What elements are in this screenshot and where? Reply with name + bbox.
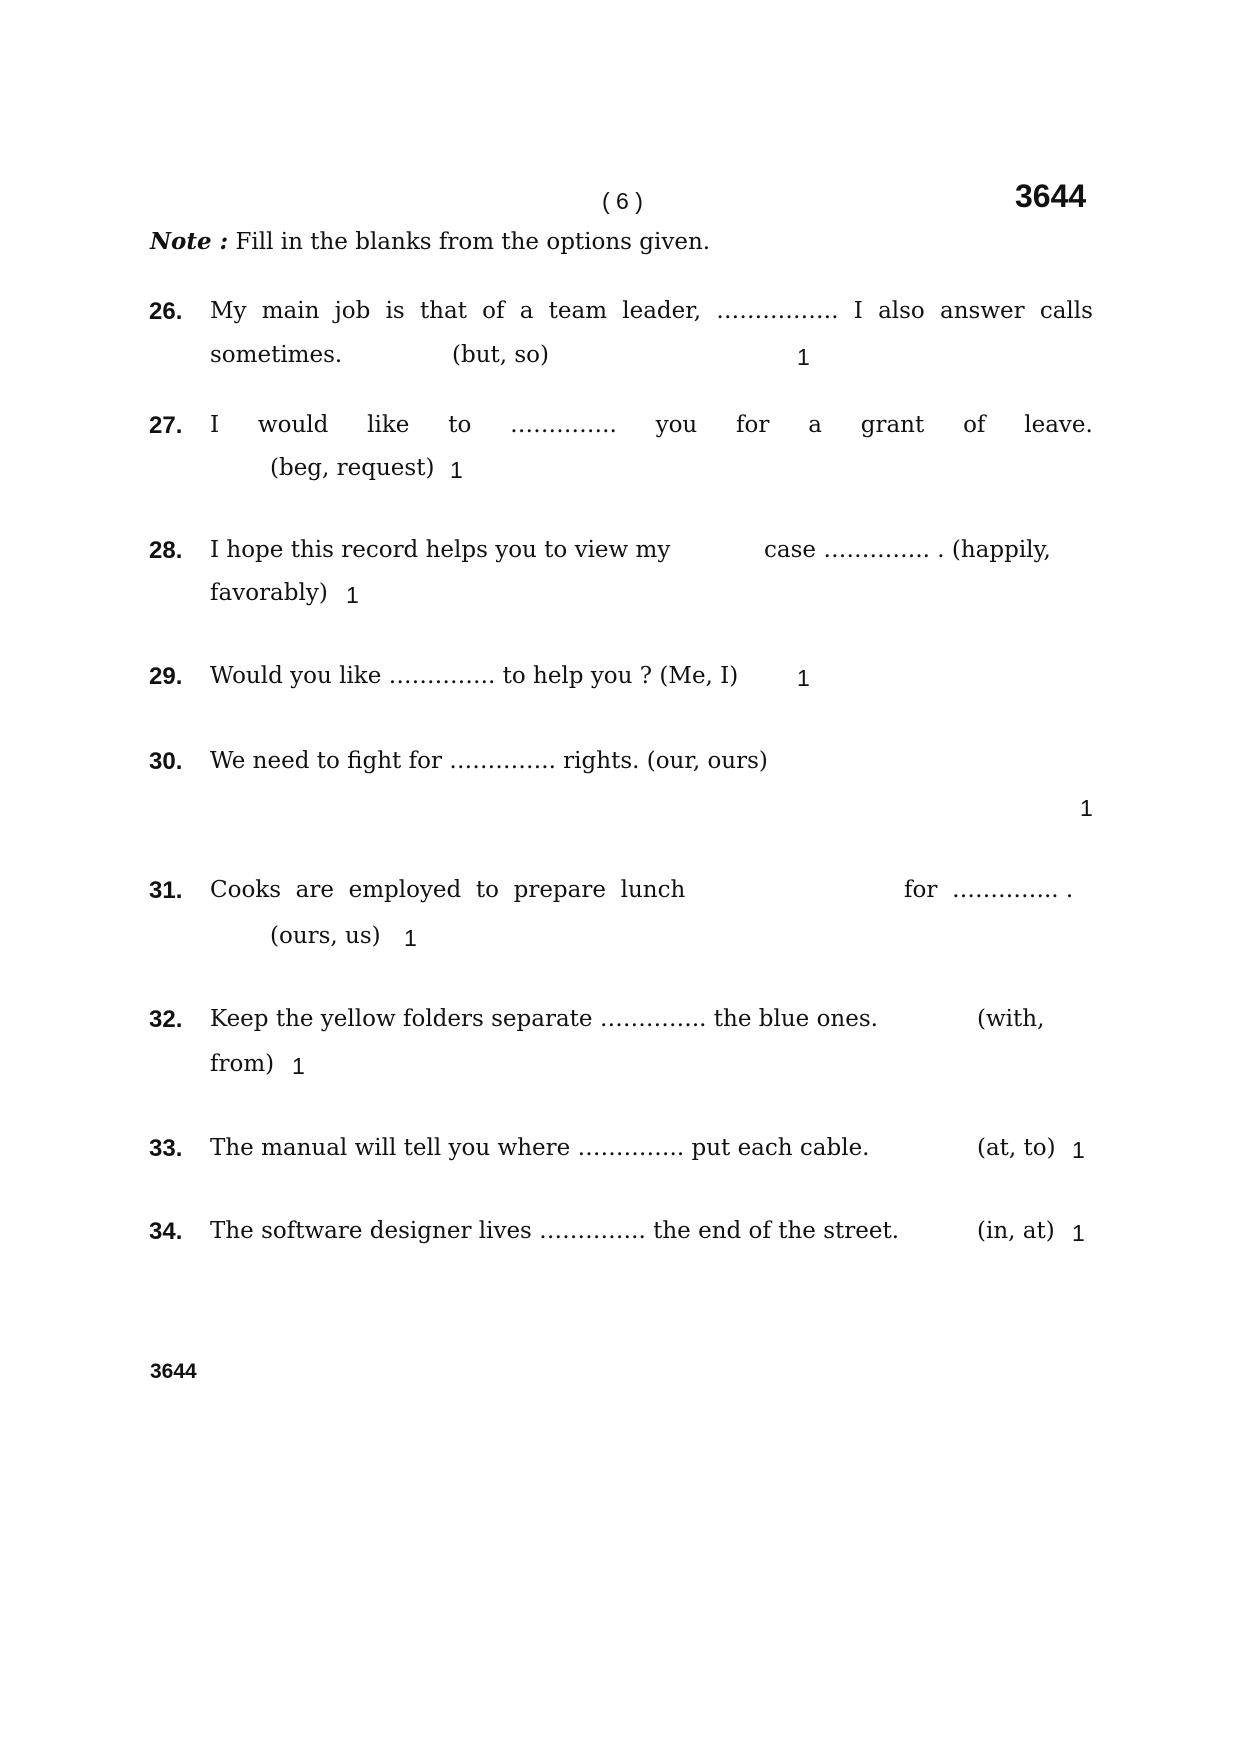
question-33-options: (at, to) — [977, 1135, 1056, 1161]
word: leader, — [622, 298, 702, 324]
question-number: 26. — [149, 298, 183, 325]
word: like — [367, 412, 410, 438]
question-32-marks: 1 — [292, 1053, 305, 1079]
question-26-marks: 1 — [797, 344, 810, 370]
word: for — [736, 412, 770, 438]
question-28-line1-tail: case ………….. . (happily, — [764, 537, 1051, 563]
question-31-line1-tail: for ………….. . — [904, 877, 1074, 903]
page-number: ( 6 ) — [602, 188, 643, 214]
word: team — [548, 298, 608, 324]
question-31-line1: Cooks are employed to prepare lunch — [210, 877, 686, 903]
paper-code-footer: 3644 — [150, 1360, 197, 1383]
word: leave. — [1024, 412, 1093, 438]
question-number: 28. — [149, 537, 183, 564]
instruction-note — [150, 228, 710, 255]
question-number: 27. — [149, 412, 183, 439]
blank: ………….. — [510, 412, 617, 438]
word: a — [808, 412, 822, 438]
word: job — [334, 298, 371, 324]
word: you — [655, 412, 698, 438]
question-27-options: (beg, request) — [270, 455, 435, 481]
question-27-marks: 1 — [450, 457, 463, 483]
question-number: 33. — [149, 1135, 183, 1162]
question-number: 34. — [149, 1218, 183, 1245]
question-number: 31. — [149, 877, 183, 904]
word: of — [482, 298, 505, 324]
question-34-text: The software designer lives ………….. the end of the street. — [210, 1218, 900, 1244]
question-31-options: (ours, us) — [270, 923, 381, 949]
word: that — [419, 298, 467, 324]
question-26-line2: sometimes. — [210, 342, 343, 368]
blank: ……………. — [716, 298, 839, 324]
word: answer — [939, 298, 1025, 324]
word: of — [963, 412, 986, 438]
question-26-line1 — [210, 298, 1093, 324]
word: My — [210, 298, 247, 324]
question-28-line1: I hope this record helps you to view my — [210, 537, 671, 563]
question-33-marks: 1 — [1072, 1137, 1085, 1163]
question-27-line1 — [210, 412, 1093, 438]
word: is — [385, 298, 405, 324]
question-number: 29. — [149, 663, 183, 690]
question-34-options: (in, at) — [977, 1218, 1055, 1244]
word: would — [257, 412, 329, 438]
word: I — [210, 412, 220, 438]
question-26-options: (but, so) — [452, 342, 549, 368]
question-number: 30. — [149, 748, 183, 775]
question-31-marks: 1 — [404, 925, 417, 951]
question-28-marks: 1 — [346, 582, 359, 608]
question-29-text: Would you like ………….. to help you ? (Me, I) — [210, 663, 739, 689]
word: a — [519, 298, 534, 324]
question-32-options-part1: (with, — [977, 1006, 1045, 1032]
question-34-marks: 1 — [1072, 1220, 1085, 1246]
word: to — [448, 412, 472, 438]
paper-code-header: 3644 — [1015, 178, 1087, 214]
question-33-text: The manual will tell you where ………….. put each cable. — [210, 1135, 870, 1161]
word: I — [853, 298, 863, 324]
word: main — [261, 298, 320, 324]
note-label: Note : — [150, 228, 229, 255]
question-32-options-part2: from) — [210, 1051, 275, 1077]
note-text: Fill in the blanks from the options given. — [235, 229, 711, 255]
question-30-text: We need to fight for ………….. rights. (our, ours) — [210, 748, 768, 774]
question-29-marks: 1 — [797, 665, 810, 691]
word: calls — [1039, 298, 1093, 324]
word: grant — [860, 412, 925, 438]
word: also — [878, 298, 925, 324]
question-28-line2: favorably) — [210, 580, 328, 606]
question-30-marks: 1 — [1080, 795, 1093, 821]
question-32-text: Keep the yellow folders separate ………….. the blue ones. — [210, 1006, 878, 1032]
question-number: 32. — [149, 1006, 183, 1033]
